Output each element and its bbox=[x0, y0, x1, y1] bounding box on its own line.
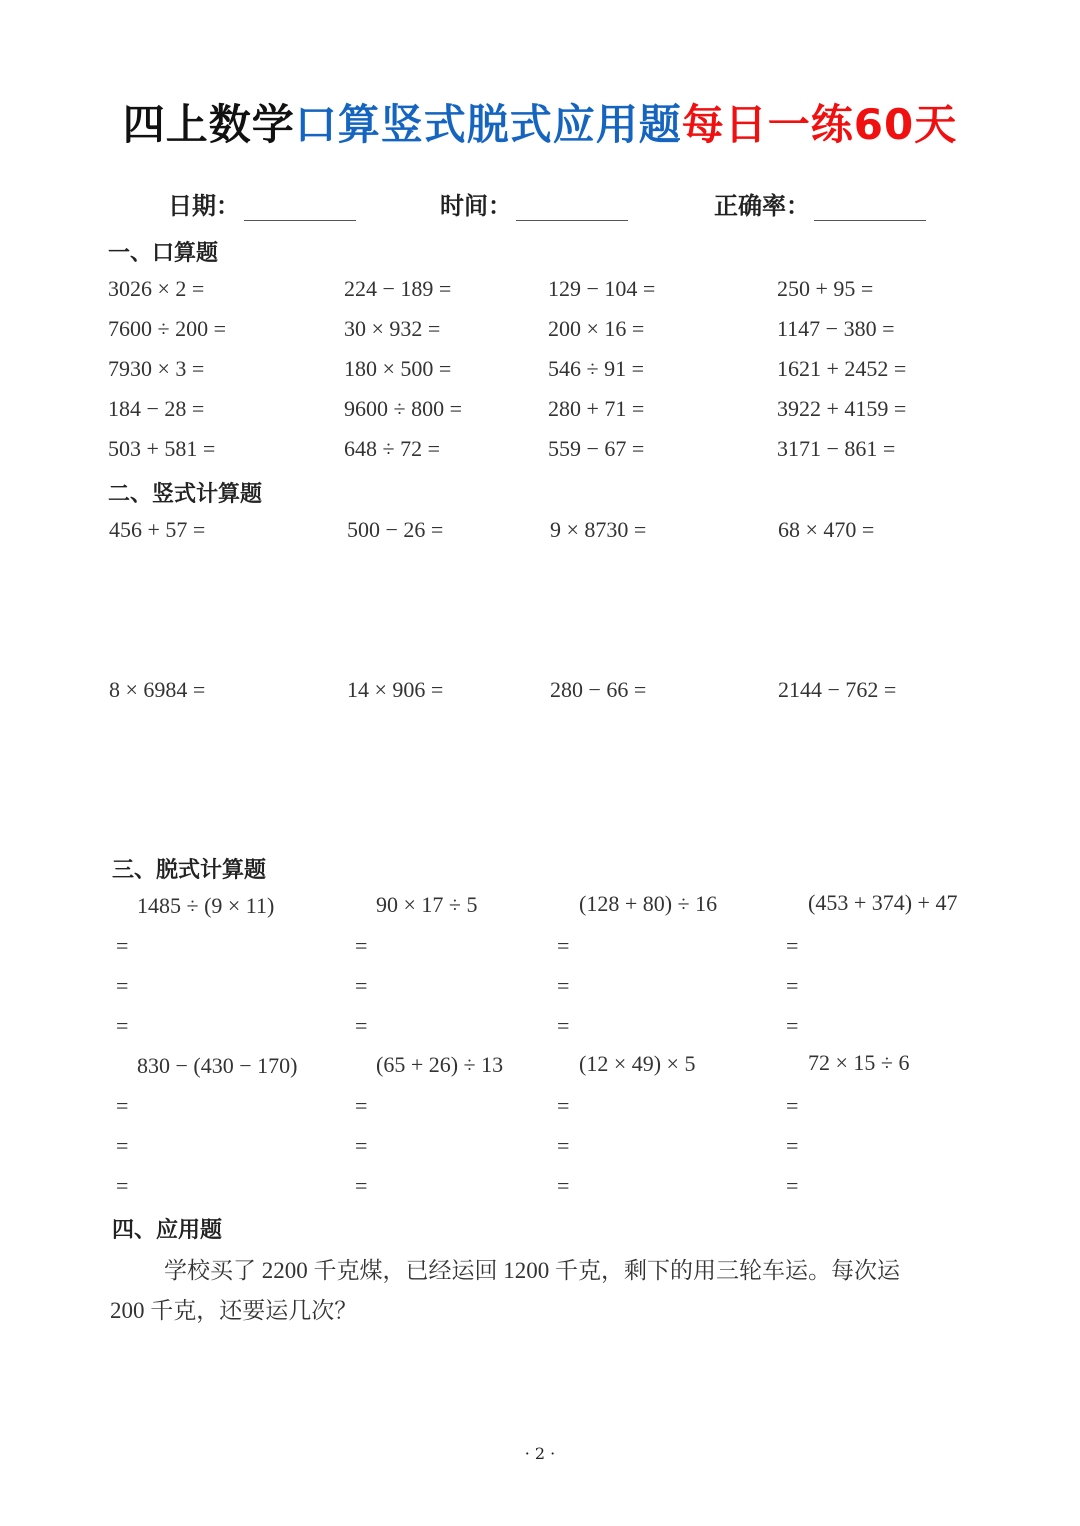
equals-sign: = bbox=[786, 1013, 799, 1038]
oral-problem: 200 × 16 = bbox=[548, 316, 645, 341]
oral-problem: 3922 + 4159 = bbox=[777, 396, 907, 421]
step-problem: 72 × 15 ÷ 6 bbox=[808, 1050, 910, 1075]
date-field bbox=[168, 186, 356, 221]
oral-problem: 280 + 71 = bbox=[548, 396, 645, 421]
oral-problem: 546 ÷ 91 = bbox=[548, 356, 644, 381]
equals-sign: = bbox=[557, 933, 570, 958]
equals-sign: = bbox=[557, 1133, 570, 1158]
step-problem: (453 + 374) + 47 bbox=[808, 890, 958, 915]
equals-sign: = bbox=[557, 1013, 570, 1038]
oral-problem: 180 × 500 = bbox=[344, 356, 452, 381]
oral-problem: 1147 − 380 = bbox=[777, 316, 895, 341]
title-part-1: 四上数学 bbox=[122, 100, 295, 149]
equals-sign: = bbox=[116, 1133, 129, 1158]
oral-problem: 3171 − 861 = bbox=[777, 436, 896, 461]
equals-sign: = bbox=[786, 1133, 799, 1158]
step-problem: (65 + 26) ÷ 13 bbox=[376, 1052, 504, 1077]
step-problem: 1485 ÷ (9 × 11) bbox=[137, 893, 275, 918]
step-problem: (128 + 80) ÷ 16 bbox=[579, 891, 718, 916]
word-problem-line-1: 学校买了 2200 千克煤，已经运回 1200 千克，剩下的用三轮车运。每次运 bbox=[164, 1258, 900, 1283]
equals-sign: = bbox=[116, 973, 129, 998]
time-label: 时间： bbox=[440, 192, 512, 220]
equals-sign: = bbox=[355, 1013, 368, 1038]
equals-sign: = bbox=[786, 1093, 799, 1118]
accuracy-blank bbox=[814, 194, 926, 221]
vertical-problem: 280 − 66 = bbox=[550, 677, 647, 702]
time-field bbox=[440, 186, 628, 221]
equals-sign: = bbox=[355, 1173, 368, 1198]
oral-problem: 1621 + 2452 = bbox=[777, 356, 907, 381]
vertical-problem: 14 × 906 = bbox=[347, 677, 444, 702]
accuracy-field bbox=[714, 186, 926, 221]
oral-problem: 3026 × 2 = bbox=[108, 276, 205, 301]
section2-heading: 二、竖式计算题 bbox=[108, 482, 263, 507]
accuracy-label: 正确率： bbox=[714, 192, 810, 220]
page-title bbox=[0, 92, 1080, 152]
date-label: 日期： bbox=[168, 192, 240, 220]
equals-sign: = bbox=[116, 1173, 129, 1198]
equals-sign: = bbox=[116, 1013, 129, 1038]
oral-problem: 30 × 932 = bbox=[344, 316, 441, 341]
oral-problem: 129 − 104 = bbox=[548, 276, 656, 301]
oral-problem: 559 − 67 = bbox=[548, 436, 645, 461]
step-problem: 90 × 17 ÷ 5 bbox=[376, 892, 478, 917]
oral-problem: 224 − 189 = bbox=[344, 276, 452, 301]
equals-sign: = bbox=[786, 1173, 799, 1198]
word-problem-line-2: 200 千克，还要运几次？ bbox=[110, 1298, 358, 1323]
oral-problem: 503 + 581 = bbox=[108, 436, 216, 461]
step-problem: 830 − (430 − 170) bbox=[137, 1053, 298, 1078]
vertical-problem: 8 × 6984 = bbox=[109, 677, 206, 702]
oral-problem: 250 + 95 = bbox=[777, 276, 874, 301]
equals-sign: = bbox=[557, 973, 570, 998]
title-part-2: 口算竖式脱式应用题 bbox=[294, 100, 682, 149]
page-number: · 2 · bbox=[524, 1444, 556, 1463]
vertical-problem: 500 − 26 = bbox=[347, 517, 444, 542]
equals-sign: = bbox=[355, 1133, 368, 1158]
oral-problem: 184 − 28 = bbox=[108, 396, 205, 421]
vertical-problem: 456 + 57 = bbox=[109, 517, 206, 542]
vertical-problem: 2144 − 762 = bbox=[778, 677, 897, 702]
equals-sign: = bbox=[557, 1173, 570, 1198]
equals-sign: = bbox=[355, 933, 368, 958]
oral-problem: 7600 ÷ 200 = bbox=[108, 316, 226, 341]
section1-heading: 一、口算题 bbox=[108, 241, 219, 266]
section4-heading: 四、应用题 bbox=[112, 1218, 223, 1243]
equals-sign: = bbox=[355, 1093, 368, 1118]
vertical-problem: 68 × 470 = bbox=[778, 517, 875, 542]
equals-sign: = bbox=[557, 1093, 570, 1118]
equals-sign: = bbox=[786, 933, 799, 958]
section3-heading: 三、脱式计算题 bbox=[112, 858, 267, 883]
title-part-3: 每日一练60天 bbox=[681, 100, 958, 149]
equals-sign: = bbox=[116, 933, 129, 958]
oral-problem: 9600 ÷ 800 = bbox=[344, 396, 462, 421]
vertical-problem: 9 × 8730 = bbox=[550, 517, 647, 542]
equals-sign: = bbox=[786, 973, 799, 998]
oral-problem: 7930 × 3 = bbox=[108, 356, 205, 381]
oral-problem: 648 ÷ 72 = bbox=[344, 436, 440, 461]
equals-sign: = bbox=[355, 973, 368, 998]
date-blank bbox=[244, 194, 356, 221]
time-blank bbox=[516, 194, 628, 221]
step-problem: (12 × 49) × 5 bbox=[579, 1051, 696, 1076]
equals-sign: = bbox=[116, 1093, 129, 1118]
